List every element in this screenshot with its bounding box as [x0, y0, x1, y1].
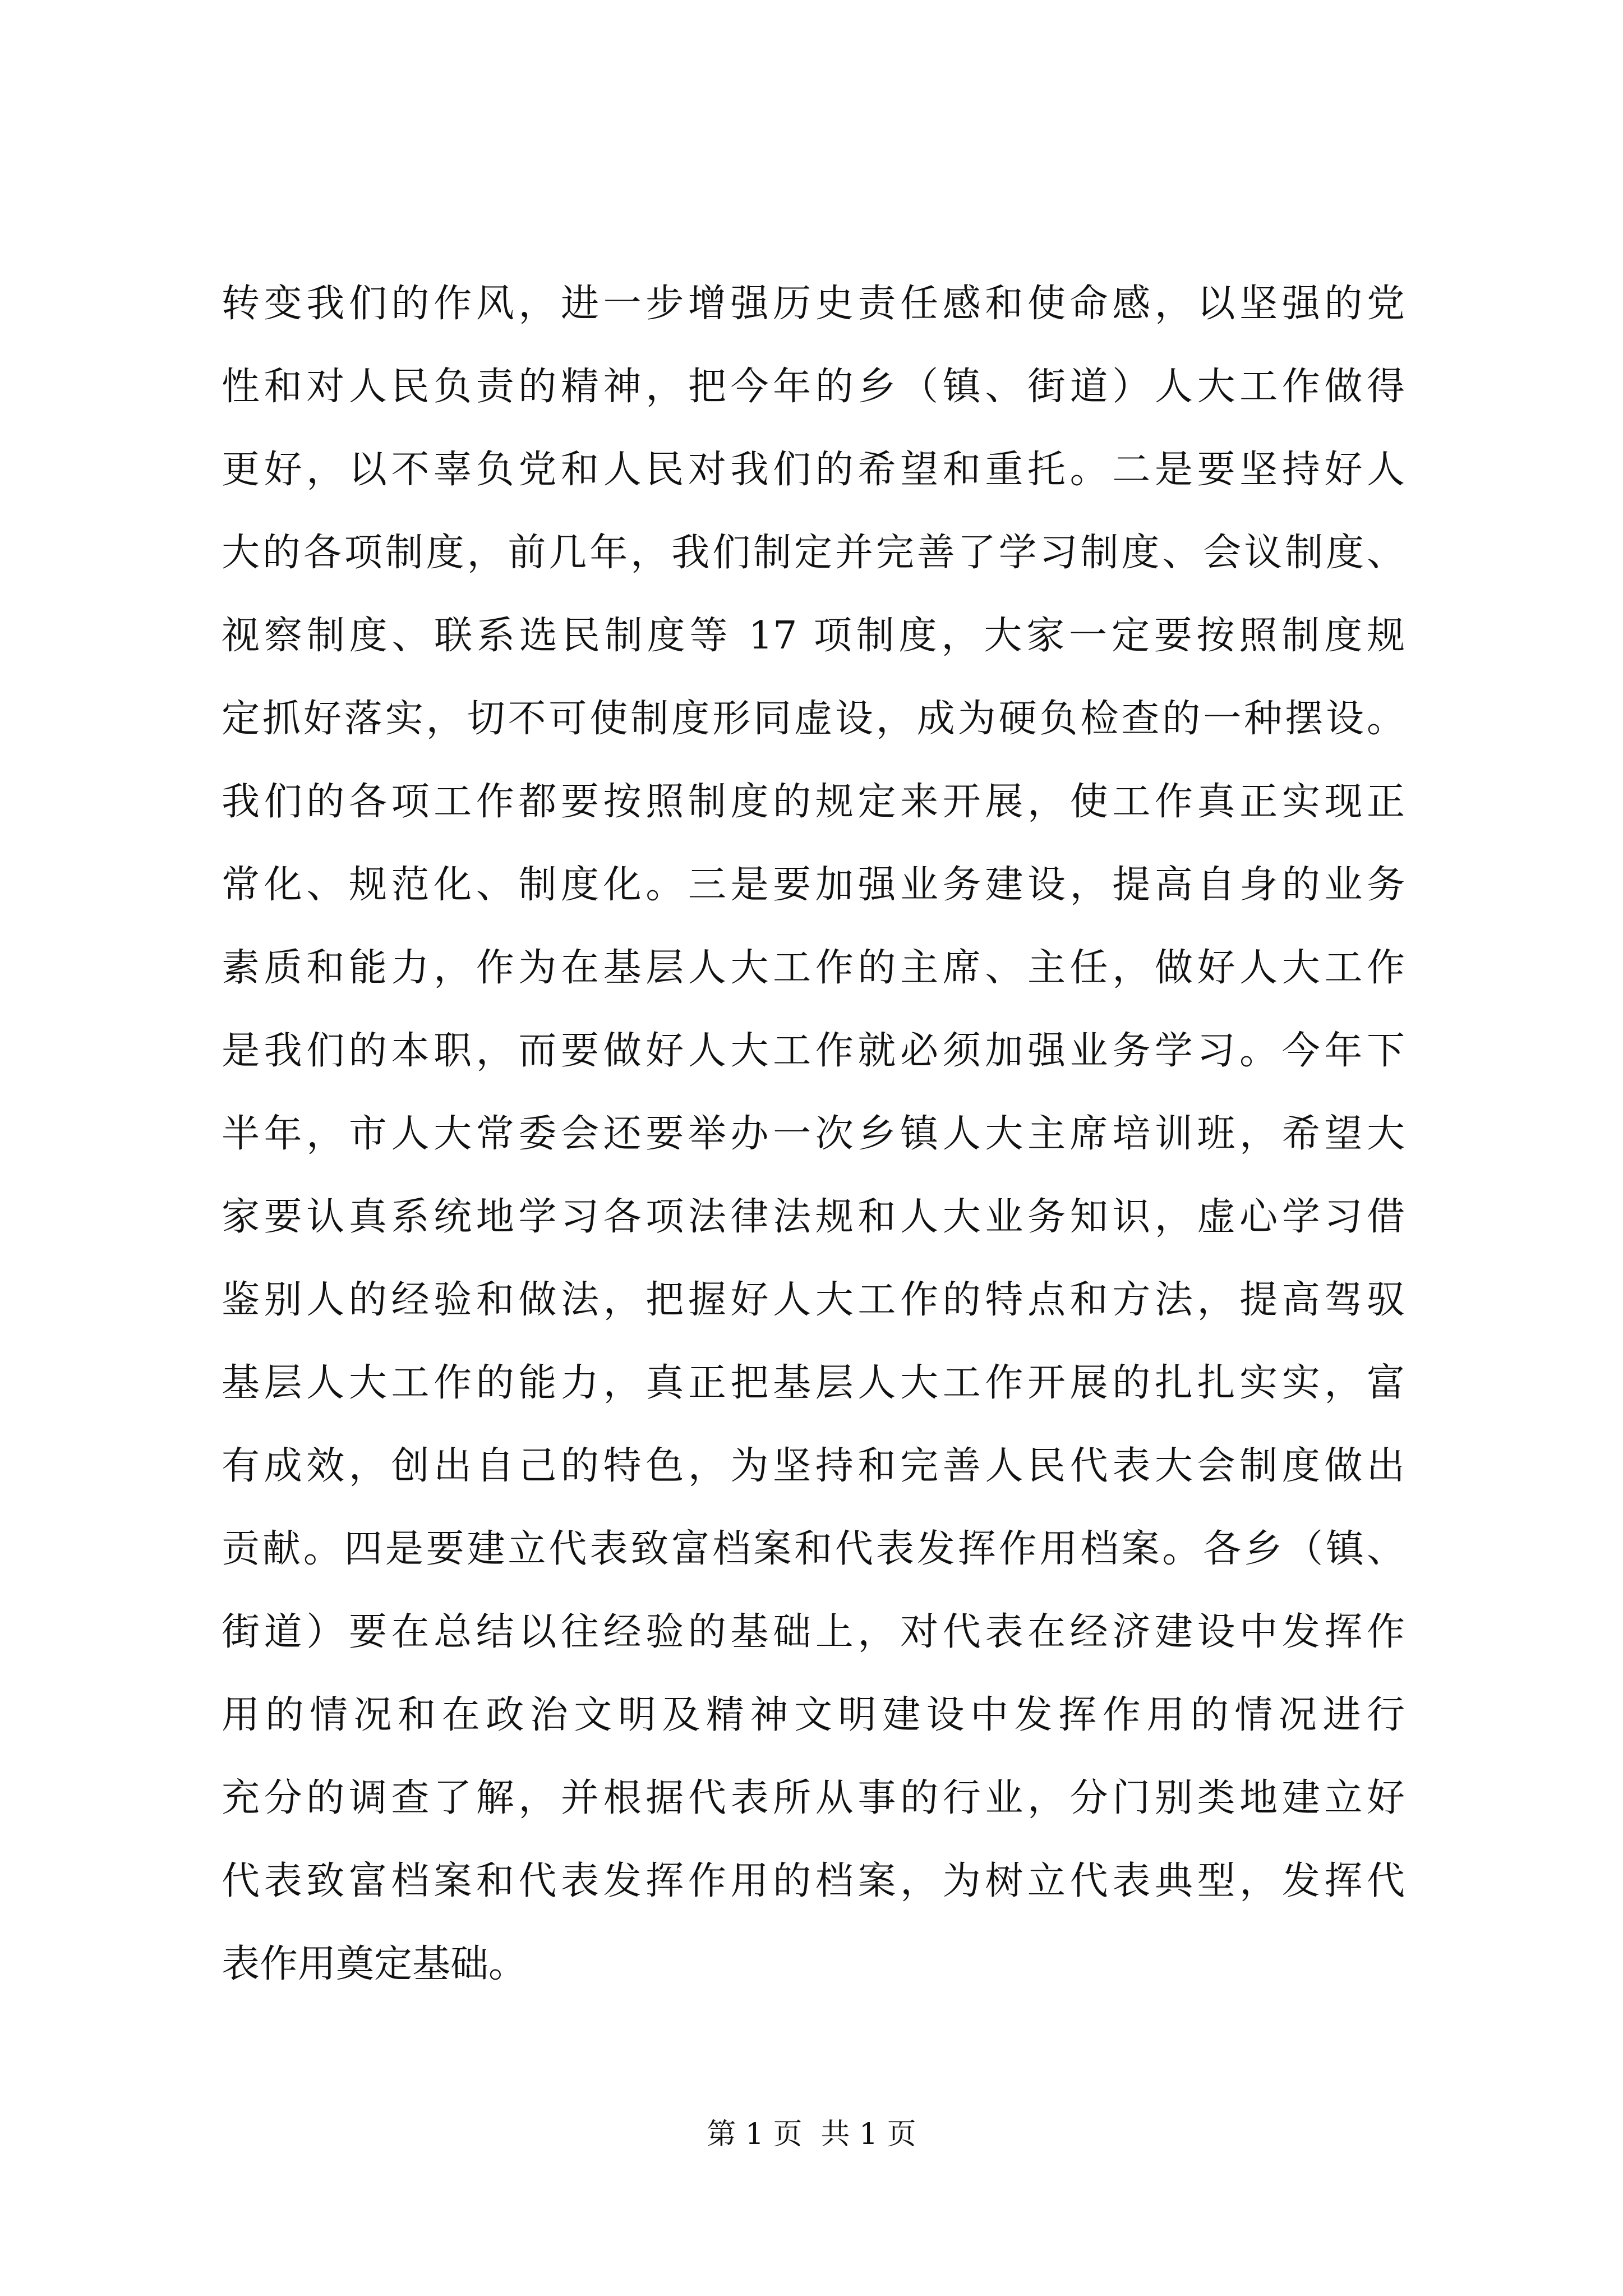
text-line: 定抓好落实，切不可使制度形同虚设，成为硬负检查的一种摆设。 — [222, 697, 1405, 741]
text-line: 转变我们的作风，进一步增强历史责任感和使命感，以坚强的党 — [222, 282, 1405, 326]
text-line: 大的各项制度，前几年，我们制定并完善了学习制度、会议制度、 — [222, 531, 1405, 575]
text-line: 视察制度、联系选民制度等 17 项制度，大家一定要按照制度规 — [222, 614, 1405, 658]
text-line: 家要认真系统地学习各项法律法规和人大业务知识，虚心学习借 — [222, 1195, 1405, 1239]
text-line: 有成效，创出自己的特色，为坚持和完善人民代表大会制度做出 — [222, 1444, 1405, 1488]
text-line: 贡献。四是要建立代表致富档案和代表发挥作用档案。各乡（镇、 — [222, 1527, 1405, 1571]
text-line: 是我们的本职，而要做好人大工作就必须加强业务学习。今年下 — [222, 1029, 1405, 1073]
text-line-last: 表作用奠定基础。 — [222, 1942, 527, 1986]
text-line: 我们的各项工作都要按照制度的规定来开展，使工作真正实现正 — [222, 780, 1405, 824]
text-line: 性和对人民负责的精神，把今年的乡（镇、街道）人大工作做得 — [222, 365, 1405, 409]
text-line: 充分的调查了解，并根据代表所从事的行业，分门别类地建立好 — [222, 1776, 1405, 1820]
body-text — [222, 263, 1405, 2006]
text-line: 常化、规范化、制度化。三是要加强业务建设，提高自身的业务 — [222, 863, 1405, 907]
page-number-label: 第 1 页 共 1 页 — [707, 2118, 916, 2151]
page-footer — [0, 2115, 1623, 2154]
text-line: 更好，以不辜负党和人民对我们的希望和重托。二是要坚持好人 — [222, 448, 1405, 492]
text-line: 代表致富档案和代表发挥作用的档案，为树立代表典型，发挥代 — [222, 1859, 1405, 1903]
text-line: 用的情况和在政治文明及精神文明建设中发挥作用的情况进行 — [222, 1693, 1405, 1737]
text-line: 素质和能力，作为在基层人大工作的主席、主任，做好人大工作 — [222, 946, 1405, 990]
text-line: 基层人大工作的能力，真正把基层人大工作开展的扎扎实实，富 — [222, 1361, 1405, 1405]
text-line: 半年，市人大常委会还要举办一次乡镇人大主席培训班，希望大 — [222, 1112, 1405, 1156]
text-line: 街道）要在总结以往经验的基础上，对代表在经济建设中发挥作 — [222, 1610, 1405, 1654]
text-line: 鉴别人的经验和做法，把握好人大工作的特点和方法，提高驾驭 — [222, 1278, 1405, 1322]
